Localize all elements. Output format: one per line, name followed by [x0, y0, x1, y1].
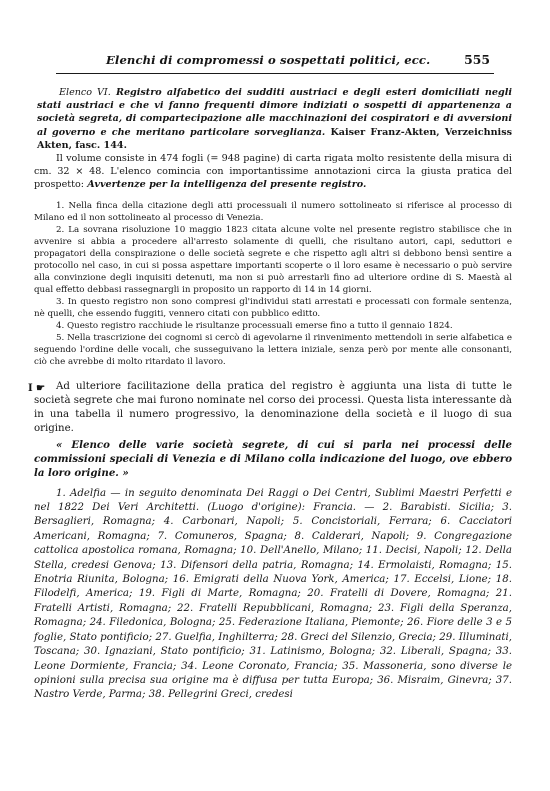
- page-number: 555: [464, 52, 490, 67]
- note-item: 4. Questo registro racchiude le risultanze processuali emerse fino a tutto il gennaio 1824.: [56, 320, 453, 331]
- note-item: 5. Nella trascrizione dei cognomi si cercò di agevolarne il rinvenimento mettendoli in serie alfabetica e seguendo l'ordine delle vocali, che susseguivano la lettera iniziale, senza però por mente alle consonanti, ciò che avrebbe di molto ritardato il lavoro.: [34, 332, 512, 367]
- notes-list: [34, 200, 512, 368]
- note-item: 2. La sovrana risoluzione 10 maggio 1823 citata alcune volte nel presente registro stabilisce che in avvenire si abbia a procedere all'arresto solamente di quelli, che risultano autori, capi, seduttori e propagatori della conspirazione o delle società segrete e che rispetto agli altri si debbono bensì sentire a protocollo nel caso, in cui si possa aspettare importanti scoperte o il loro esame è necessario o può servire alla convinzione degli inquisiti detenuti, ma non si può arrestarli fino ad ulteriore ordine di S. Maestà al qual effetto debbasi rassegnargli in proposito un rapporto di 14 in 14 giorni.: [34, 224, 512, 295]
- elenco-heading: [34, 86, 512, 152]
- note-item: 3. In questo registro non sono compresi gl'individui stati arrestati e processati con formale sentenza, nè quelli, che essendo fuggiti, vennero citati con pubblico editto.: [34, 296, 512, 319]
- description-text: Il volume consiste in 474 fogli (= 948 pagine) di carta rigata molto resistente della misura di cm. 32 × 48. L'elenco comincia con importantissime annotazioni circa la giusta pratica del prospetto:: [34, 153, 512, 191]
- list-title-quote: « Elenco delle varie società segrete, di cui si parla nei processi delle commissioni speciali di Venezia e di Milano colla indicazione del luogo, ove ebbero la loro origine. »: [34, 438, 512, 479]
- note-item: 1. Nella finca della citazione degli atti processuali il numero sottolineato si riferisce al processo di Milano ed il non sottolineato al processo di Venezia.: [34, 200, 512, 223]
- description-paragraph: [34, 152, 512, 192]
- running-head: [56, 51, 494, 74]
- running-head-title: Elenchi di compromessi o sospettati politici, ecc.: [106, 53, 431, 67]
- elenco-source: Kaiser Franz-Akten, Verzeichniss Akten, fasc. 144.: [37, 126, 512, 151]
- societies-list: 1. Adelfia — in seguito denominata Dei Raggi o Dei Centri, Sublimi Maestri Perfetti e nel 1822 Dei Veri Architetti. (Luogo d'origine): Francia. — 2. Barabisti. Sicilia; 3. Bersaglieri, Romagna; 4. Carbonari, Napoli; 5. Concistoriali, Ferrara; 6. Cacciatori Americani, Romagna; 7. Comuneros, Spagna; 8. Calderari, Napoli; 9. Congregazione cattolica apostolica romana, Romagna; 10. Dell'Anello, Milano; 11. Decisi, Napoli; 12. Della Stella, credesi Genova; 13. Difensori della patria, Romagna; 14. Ermolaisti, Romagna; 15. Enotria Riunita, Bologna; 16. Emigrati della Nuova York, America; 17. Eccelsi, Lione; 18. Filodelfi, America; 19. Figli di Marte, Romagna; 20. Fratelli di Dovere, Romagna; 21. Fratelli Artisti, Romagna; 22. Fratelli Repubblicani, Romagna; 23. Figli della Speranza, Romagna; 24. Filedonica, Bologna; 25. Federazione Italiana, Piemonte; 26. Fiore delle 3 e 5 foglie, Stato pontificio; 27. Guelfia, Inghilterra; 28. Greci del Silenzio, Grecia; 29. Illuminati, Toscana; 30. Ignaziani, Stato pontificio; 31. Latinismo, Bologna; 32. Liberali, Spagna; 33. Leone Dormiente, Francia; 34. Leone Coronato, Francia; 35. Massoneria, sono diverse le opinioni sulla precisa sua origine ma è diffusa per tutta Europa; 36. Misraim, Ginevra; 37. Nastro Verde, Parma; 38. Pellegrini Greci, credesi: [34, 487, 512, 701]
- description-italic: Avvertenze per la intelligenza del presente registro.: [83, 179, 367, 191]
- elenco-title: Registro alfabetico dei sudditi austriaci e degli esteri domiciliati negli stati austriaci e che vi fanno frequenti dimore indiziati o sospetti di appartenenza a società segreta, di compartecipazione alle macchinazioni dei cospiratori e di avversioni al governo e che meritano particolare sorveglianza.: [37, 87, 512, 138]
- section-text: Ad ulteriore facilitazione della pratica del registro è aggiunta una lista di tutte le società segrete che mai furono nominate nel corso dei processi. Questa lista interessante dà in una tabella il numero progressivo, la denominazione della società e il luogo di sua origine.: [34, 380, 512, 434]
- pointing-hand-marker: I ☛: [28, 382, 46, 394]
- page-body: [28, 86, 512, 703]
- section-paragraph: [28, 380, 512, 436]
- elenco-label: Elenco VI.: [59, 87, 111, 98]
